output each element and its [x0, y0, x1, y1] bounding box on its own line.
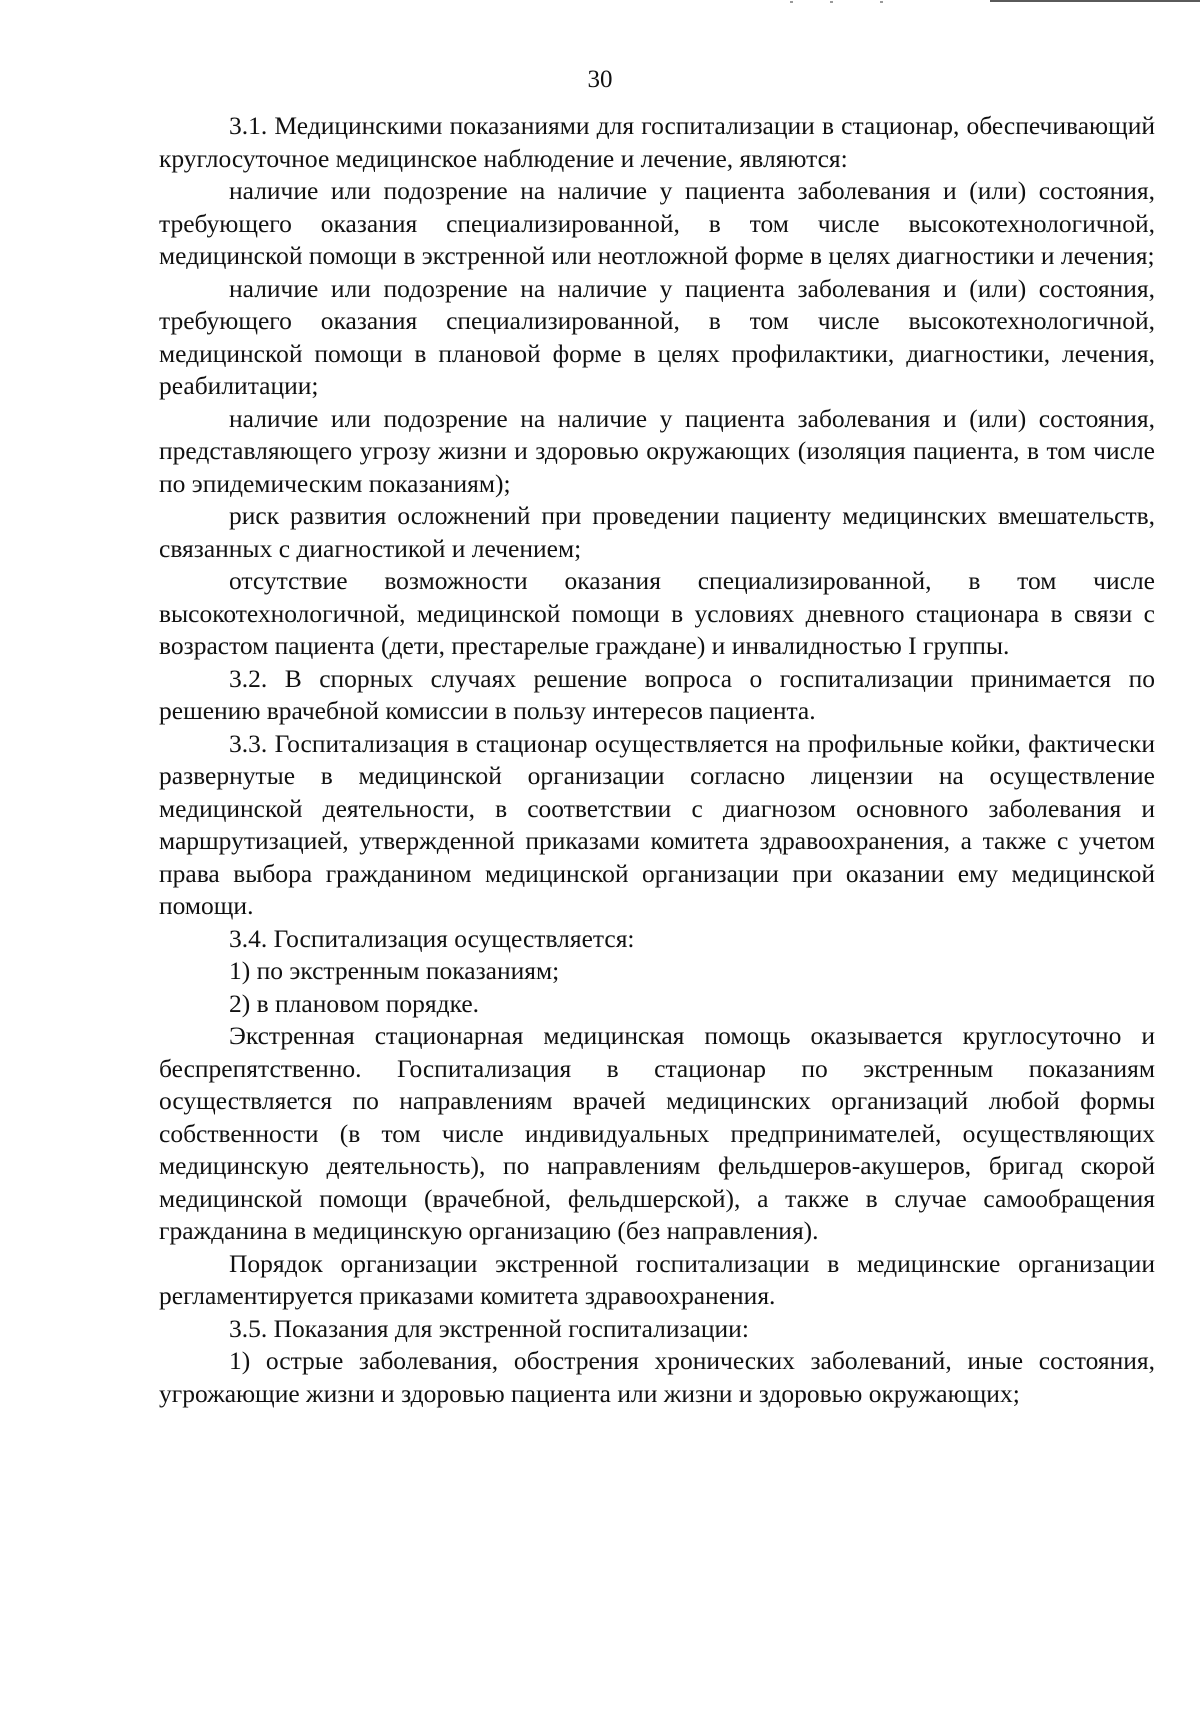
- paragraph-indication-isolation: наличие или подозрение на наличие у пациента заболевания и (или) состояния, представляющего угрозу жизни и здоровью окружающих (изоляция пациента, в том числе по эпидемическим показаниям);: [159, 403, 1155, 498]
- paragraph-3-3: 3.3. Госпитализация в стационар осуществляется на профильные койки, фактически развернутые в медицинской организации согласно лицензии на осуществление медицинской деятельности, в соответствии с диагнозом основного заболевания и маршрутизацией, утвержденной приказами комитета здравоохранения, а также с учетом права выбора гражданином медицинской организации при оказании ему медицинской помощи.: [159, 728, 1155, 920]
- paragraph-indication-complications: риск развития осложнений при проведении пациенту медицинских вмешательств, связанных с диагностикой и лечением;: [159, 501, 1155, 563]
- scan-artifact-line: [990, 0, 1200, 2]
- paragraph-emergency-order: Порядок организации экстренной госпитализации в медицинские организации регламентируется приказами комитета здравоохранения.: [159, 1248, 1155, 1310]
- page-number: 30: [587, 66, 613, 93]
- list-item-planned: 2) в плановом порядке.: [229, 988, 480, 1018]
- paragraph-indication-planned: наличие или подозрение на наличие у пациента заболевания и (или) состояния, требующего оказания специализированной, в том числе высокотехнологичной, медицинской помощи в плановой форме в целях профилактики, диагностики, лечения, реабилитации;: [159, 273, 1155, 400]
- paragraph-3-2: 3.2. В спорных случаях решение вопроса о госпитализации принимается по решению врачебной комиссии в пользу интересов пациента.: [159, 663, 1155, 725]
- paragraph-emergency-care: Экстренная стационарная медицинская помощь оказывается круглосуточно и беспрепятственно. Госпитализация в стационар по экстренным показаниям осуществляется по направлениям врачей медицинских организаций любой формы собственности (в том числе индивидуальных предпринимателей, осуществляющих медицинскую деятельность), по направлениям фельдшеров-акушеров, бригад скорой медицинской помощи (врачебной, фельдшерской), а также в случае самообращения гражданина в медицинскую организацию (без направления).: [159, 1021, 1155, 1245]
- list-item-emergency: 1) по экстренным показаниям;: [229, 956, 560, 985]
- paragraph-3-5: 3.5. Показания для экстренной госпитализации:: [229, 1313, 749, 1343]
- paragraph-3-1: 3.1. Медицинскими показаниями для госпитализации в стационар, обеспечивающий круглосуточное медицинское наблюдение и лечение, являются:: [159, 111, 1155, 173]
- paragraph-indication-emergency: наличие или подозрение на наличие у пациента заболевания и (или) состояния, требующего оказания специализированной, в том числе высокотехнологичной, медицинской помощи в экстренной или неотложной форме в целях диагностики и лечения;: [159, 176, 1155, 270]
- document-body: [159, 110, 1155, 1410]
- paragraph-3-4: 3.4. Госпитализация осуществляется:: [229, 923, 635, 953]
- list-item-acute-diseases: 1) острые заболевания, обострения хронических заболеваний, иные состояния, угрожающие жизни и здоровью пациента или жизни и здоровью окружающих;: [159, 1346, 1155, 1408]
- scan-artifact-dot: [830, 1, 833, 3]
- paragraph-indication-day-hospital: отсутствие возможности оказания специализированной, в том числе высокотехнологичной, медицинской помощи в условиях дневного стационара в связи с возрастом пациента (дети, престарелые граждане) и инвалидностью I группы.: [159, 566, 1155, 660]
- scan-artifact-dot: [880, 1, 883, 3]
- scan-artifact-dot: [790, 1, 793, 3]
